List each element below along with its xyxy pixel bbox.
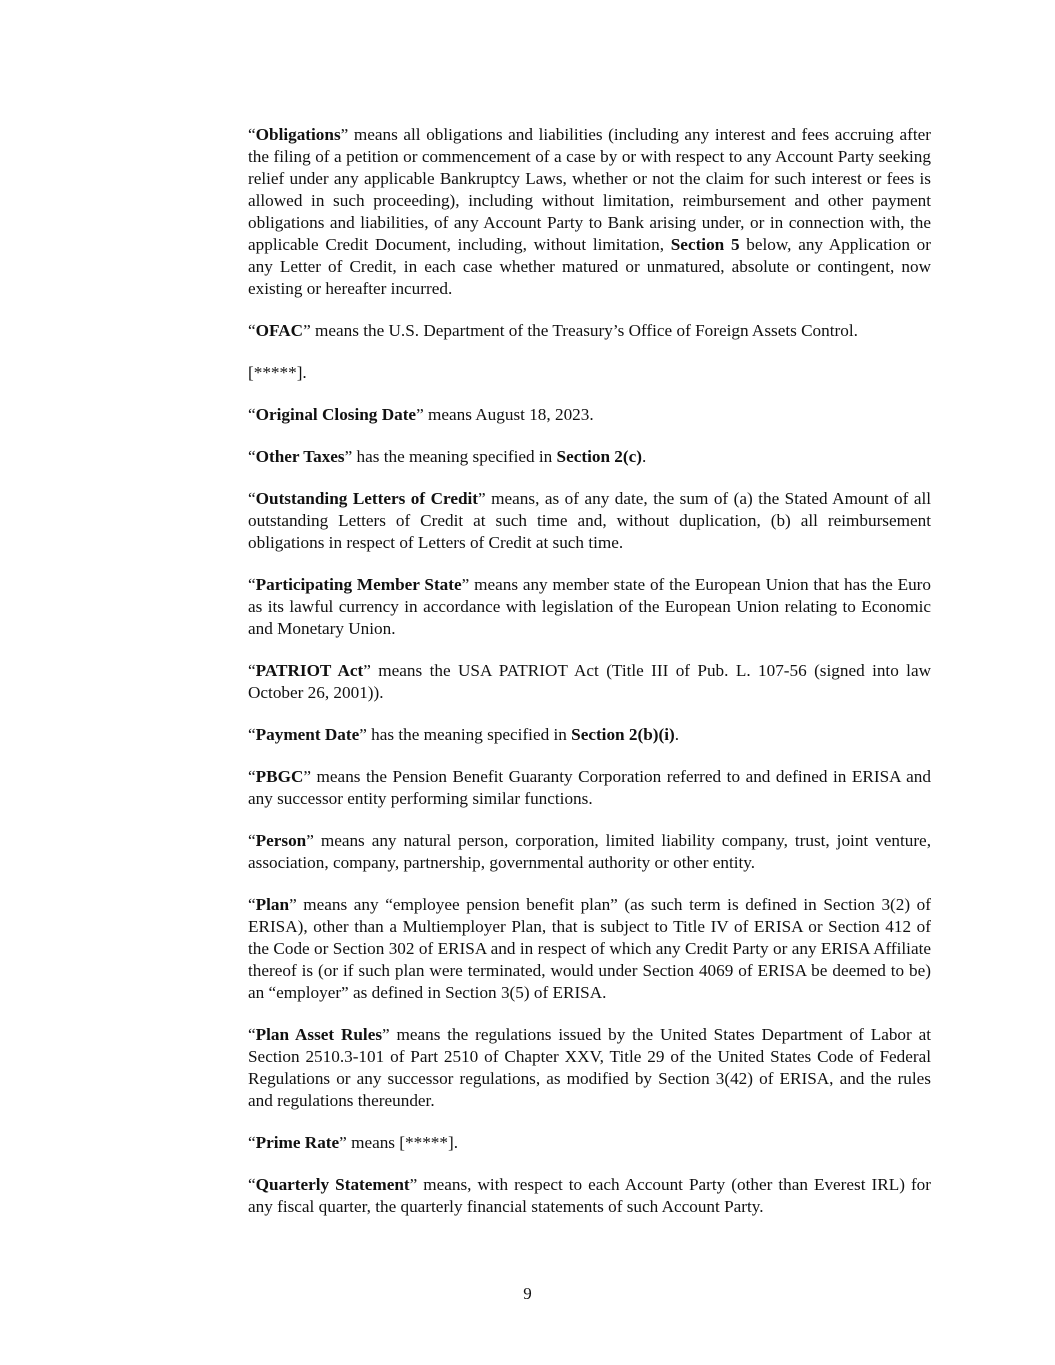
open-quote: “ — [248, 405, 256, 424]
defined-term: Quarterly Statement — [255, 1175, 410, 1194]
open-quote: “ — [248, 1175, 256, 1194]
definition-text: ” means any “employee pension benefit plan” (as such term is defined in Section 3(2) of ERISA), other than a Multiemployer Plan, that is subject to Title IV of ERISA or Section 412 of the Code or Section 302 of ERISA and in respect of which any Credit Party or any ERISA Affiliate thereof is (or if such plan were terminated, would under Section 4069 of ERISA be deemed to be) an “employer” as defined in Section 3(5) of ERISA. — [248, 895, 931, 1002]
definition-original-closing-date — [248, 404, 931, 426]
definition-other-taxes — [248, 446, 931, 468]
defined-term: Person — [255, 831, 307, 850]
definition-text: . — [674, 725, 680, 744]
open-quote: “ — [248, 489, 256, 508]
open-quote: “ — [248, 725, 256, 744]
definition-text: below, any Application or any Letter of Credit, in each case whether matured or unmatured, absolute or contingent, now existing or hereafter incurred. — [248, 235, 931, 298]
definition-text: ” means, with respect to each Account Party (other than Everest IRL) for any fiscal quarter, the quarterly financial statements of such Account Party. — [248, 1175, 931, 1216]
definition-pbgc — [248, 766, 931, 810]
definition-payment-date — [248, 724, 931, 746]
open-quote: “ — [248, 1133, 256, 1152]
definition-text: . — [641, 447, 647, 466]
open-quote: “ — [248, 447, 256, 466]
definition-text: ” means the U.S. Department of the Treasury’s Office of Foreign Assets Control. — [303, 321, 858, 340]
definition-quarterly-statement — [248, 1174, 931, 1218]
definition-text: ” means [*****]. — [339, 1133, 459, 1152]
defined-term: Original Closing Date — [255, 405, 417, 424]
definition-text: ” means August 18, 2023. — [416, 405, 594, 424]
definition-text: ” means any natural person, corporation, limited liability company, trust, joint venture, association, company, partnership, governmental authority or other entity. — [248, 831, 931, 872]
defined-term: Payment Date — [255, 725, 360, 744]
definition-person — [248, 830, 931, 874]
page-number: 9 — [523, 1284, 532, 1303]
definition-text: ” means the Pension Benefit Guaranty Corporation referred to and defined in ERISA and any successor entity performing similar functions. — [248, 767, 931, 808]
defined-term: Plan — [255, 895, 290, 914]
definition-obligations — [248, 124, 931, 300]
open-quote: “ — [248, 895, 256, 914]
definition-plan — [248, 894, 931, 1004]
definition-participating-member-state — [248, 574, 931, 640]
open-quote: “ — [248, 767, 256, 786]
definition-text: ” means any member state of the European Union that has the Euro as its lawful currency in accordance with legislation of the European Union relating to Economic and Monetary Union. — [248, 575, 931, 638]
redacted-text: [*****]. — [248, 363, 307, 382]
defined-term: Obligations — [255, 125, 341, 144]
definition-text: ” has the meaning specified in — [359, 725, 572, 744]
defined-term: Outstanding Letters of Credit — [255, 489, 479, 508]
definition-text: ” means the regulations issued by the United States Department of Labor at Section 2510.3-101 of Part 2510 of Chapter XXV, Title 29 of the United States Code of Federal Regulations or any successor regulations, as modified by Section 3(42) of ERISA, and the rules and regulations thereunder. — [248, 1025, 931, 1110]
section-reference: Section 2(b)(i) — [571, 725, 675, 744]
definition-text: ” means all obligations and liabilities (including any interest and fees accruing after the filing of a petition or commencement of a case by or with respect to any Account Party seeking relief under any applicable Bankruptcy Laws, whether or not the claim for such interest or fees is allowed in such proceeding), including without limitation, reimbursement and other payment obligations and liabilities, of any Account Party to Bank arising under, or in connection with, the applicable Credit Document, including, without limitation, — [248, 125, 931, 254]
defined-term: OFAC — [255, 321, 304, 340]
section-reference: Section 2(c) — [556, 447, 642, 466]
open-quote: “ — [248, 831, 256, 850]
open-quote: “ — [248, 321, 256, 340]
defined-term: PBGC — [255, 767, 304, 786]
defined-term: PATRIOT Act — [255, 661, 364, 680]
definition-ofac — [248, 320, 931, 342]
definition-prime-rate — [248, 1132, 931, 1154]
redacted-definition — [248, 362, 931, 384]
open-quote: “ — [248, 575, 256, 594]
defined-term: Participating Member State — [255, 575, 462, 594]
defined-term: Prime Rate — [255, 1133, 340, 1152]
document-body — [248, 124, 931, 1238]
definition-text: ” means, as of any date, the sum of (a) the Stated Amount of all outstanding Letters of Credit at such time and, without duplication, (b) all reimbursement obligations in respect of Letters of Credit at such time. — [248, 489, 931, 552]
section-reference: Section 5 — [670, 235, 740, 254]
defined-term: Other Taxes — [255, 447, 345, 466]
definition-text: ” has the meaning specified in — [344, 447, 557, 466]
definition-outstanding-letters-of-credit — [248, 488, 931, 554]
defined-term: Plan Asset Rules — [255, 1025, 383, 1044]
definition-plan-asset-rules — [248, 1024, 931, 1112]
definition-patriot-act — [248, 660, 931, 704]
open-quote: “ — [248, 1025, 256, 1044]
open-quote: “ — [248, 125, 256, 144]
open-quote: “ — [248, 661, 256, 680]
definition-text: ” means the USA PATRIOT Act (Title III of Pub. L. 107-56 (signed into law October 26, 2001)). — [248, 661, 932, 702]
